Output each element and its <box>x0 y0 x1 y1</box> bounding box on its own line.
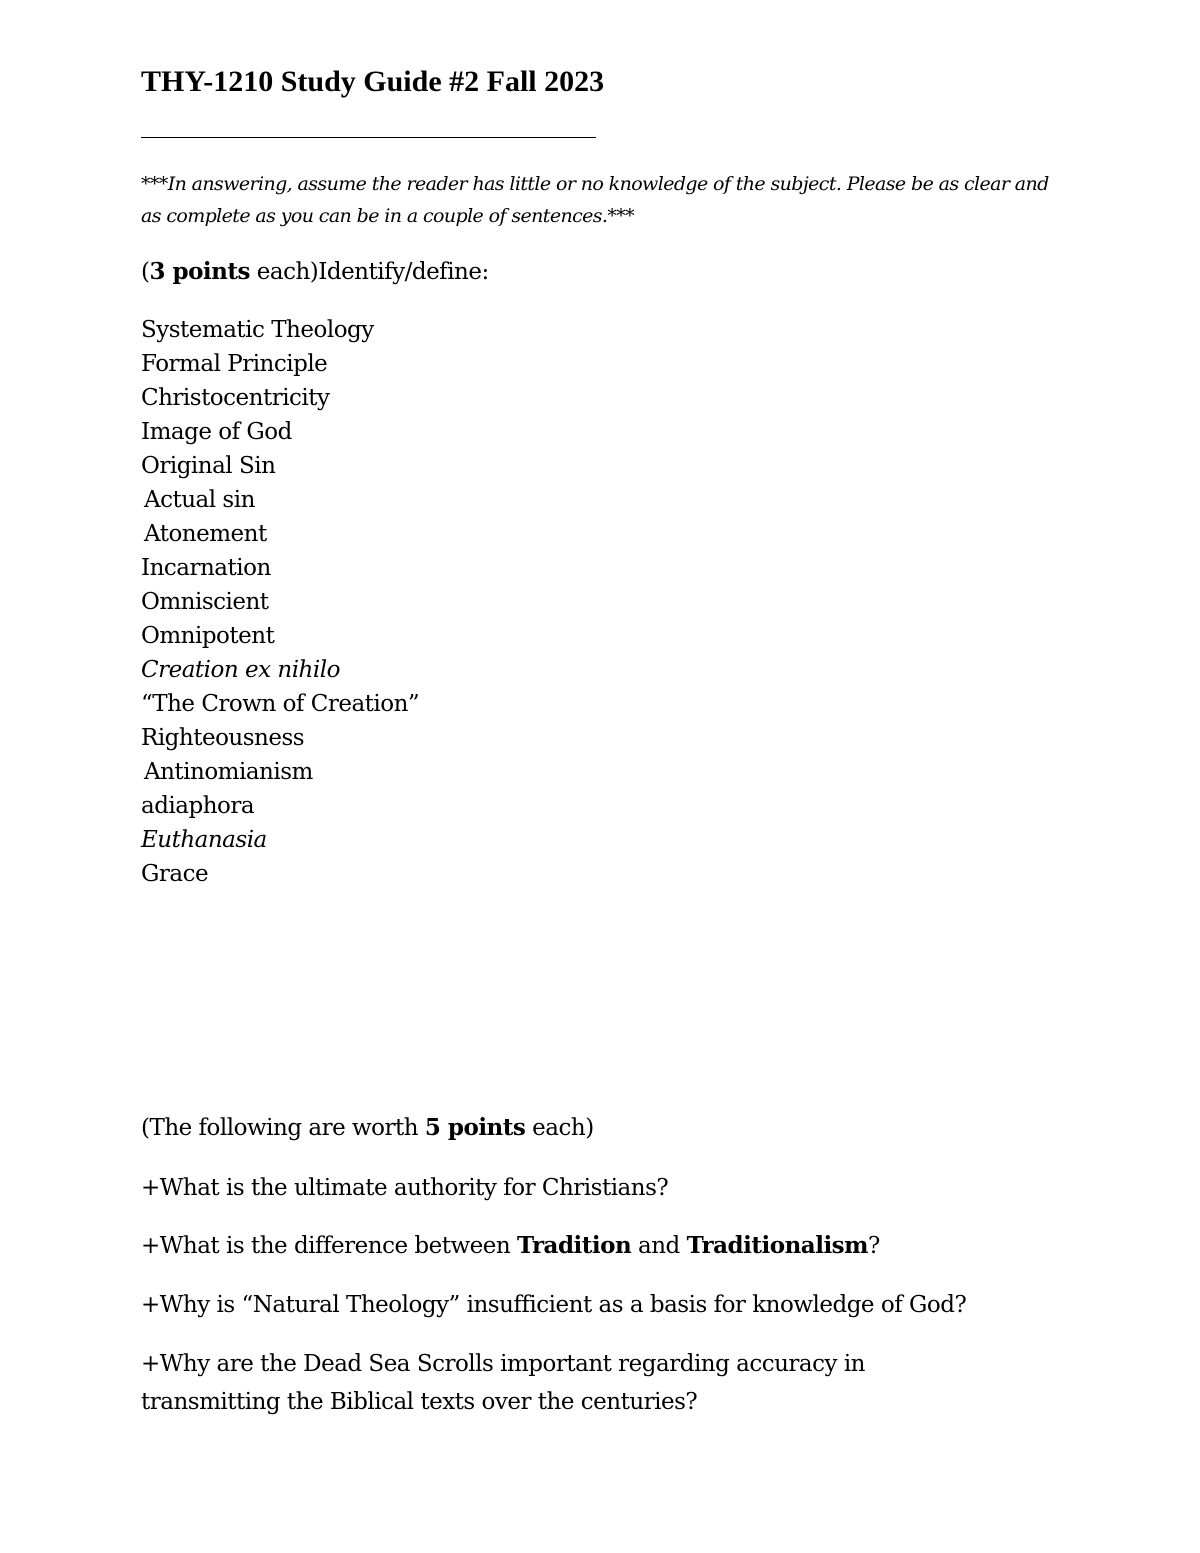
term-item: adiaphora <box>141 793 255 819</box>
section1-open-paren: ( <box>141 259 150 285</box>
question-2-term-tradition: Tradition <box>517 1232 632 1259</box>
section1-rest: each)Identify/define: <box>249 259 489 285</box>
term-item: Grace <box>141 861 209 887</box>
term-item: Euthanasia <box>141 827 267 853</box>
section1-heading <box>141 255 489 289</box>
section2-points: 5 points <box>424 1114 526 1141</box>
term-item: Actual sin <box>144 487 255 513</box>
question-4: +Why are the Dead Sea Scrolls important regarding accuracy in transmitting the Biblical texts over the centuries? <box>141 1351 865 1415</box>
term-item: Righteousness <box>141 725 305 751</box>
question-2 <box>141 1227 1061 1265</box>
document-title: THY-1210 Study Guide #2 Fall 2023 <box>141 65 605 98</box>
section2-heading <box>141 1111 594 1145</box>
term-item: Formal Principle <box>141 351 328 377</box>
question-2-term-traditionalism: Traditionalism <box>686 1232 868 1259</box>
term-item: Christocentricity <box>141 385 330 411</box>
term-item: Image of God <box>141 419 292 445</box>
title-underline <box>141 137 596 138</box>
term-item: Original Sin <box>141 453 276 479</box>
question-2-mid: and <box>631 1233 687 1259</box>
question-2-after: ? <box>867 1233 880 1259</box>
section1-points: 3 points <box>149 258 250 285</box>
term-item: Incarnation <box>141 555 271 581</box>
term-item: Atonement <box>144 521 267 547</box>
section2-before: (The following are worth <box>141 1115 425 1141</box>
term-item: Omniscient <box>141 589 269 615</box>
question-2-before: +What is the difference between <box>141 1233 517 1259</box>
term-item: “The Crown of Creation” <box>141 691 420 717</box>
term-list <box>141 313 419 891</box>
question-1: +What is the ultimate authority for Christians? <box>141 1175 669 1201</box>
term-item: Omnipotent <box>141 623 275 649</box>
section2-after: each) <box>525 1115 594 1141</box>
question-3: +Why is “Natural Theology” insufficient as a basis for knowledge of God? <box>141 1292 967 1318</box>
term-item: Antinomianism <box>144 759 313 785</box>
term-item: Creation ex nihilo <box>141 657 340 683</box>
instructions-text: ***In answering, assume the reader has little or no knowledge of the subject. Please be as clear and as complete as you can be in a couple of sentences.*** <box>141 173 1049 227</box>
term-item: Systematic Theology <box>141 317 374 343</box>
